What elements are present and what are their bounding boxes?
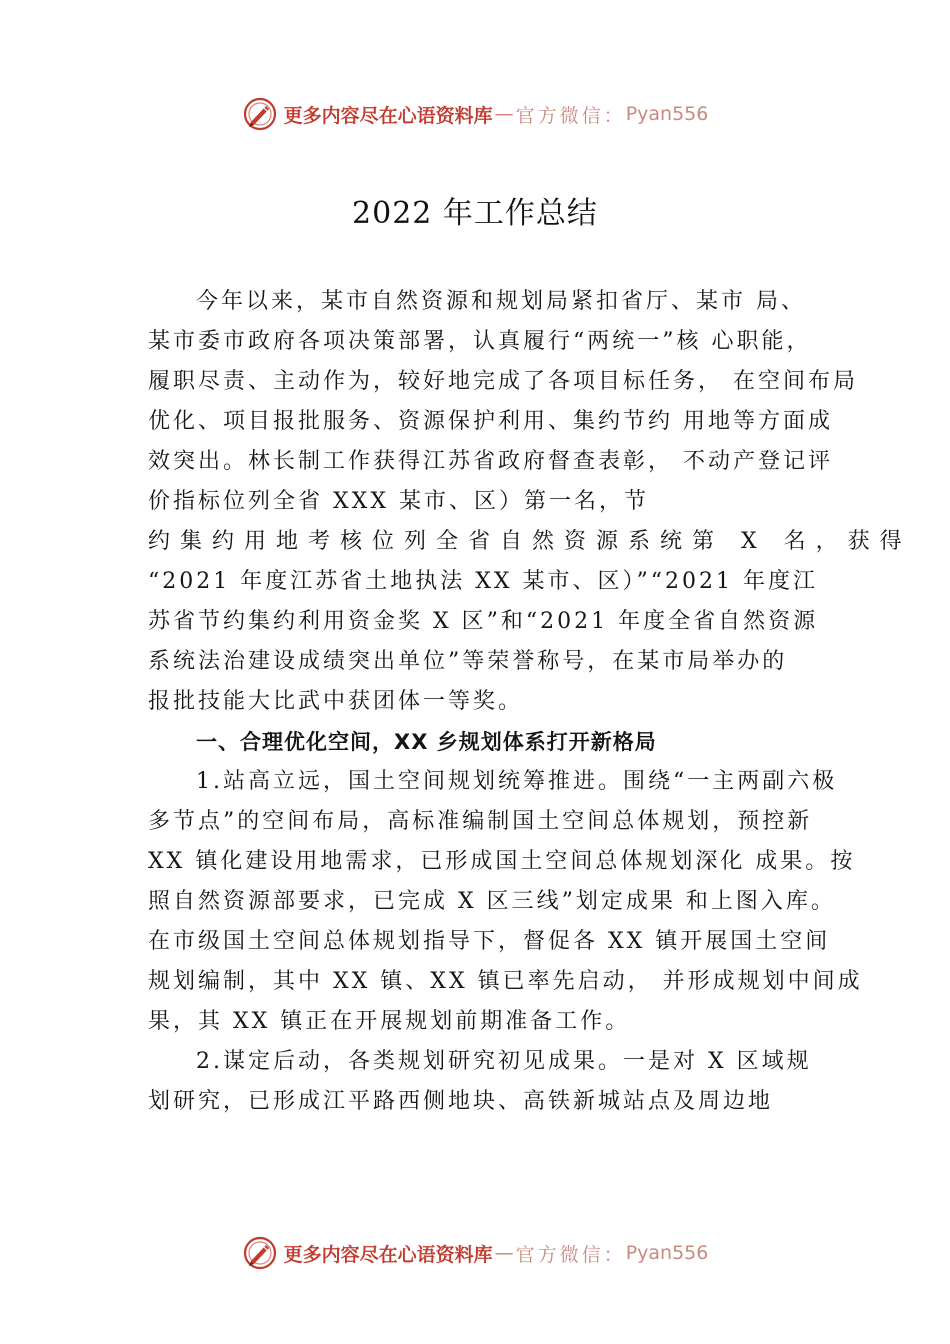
watermark-brand: 更多内容尽在心语资料库 (283, 1243, 493, 1266)
body-line: 2.谋定后动，各类规划研究初见成果。一是对 X 区域规 (196, 1049, 812, 1074)
body-line: 约集约用地考核位列全省自然资源系统第 X 名，获得 (148, 529, 912, 554)
body-line: 多节点”的空间布局，高标准编制国土空间总体规划，预控新 (148, 809, 813, 834)
body-line: 系统法治建设成绩突出单位”等荣誉称号，在某市局举办的 (148, 649, 788, 674)
watermark-separator: — (494, 103, 514, 125)
header-watermark (0, 94, 950, 134)
watermark-label: 官方微信： (515, 104, 626, 127)
watermark-brand: 更多内容尽在心语资料库 (283, 104, 493, 127)
body-line: XX 镇化建设用地需求，已形成国土空间总体规划深化 成果。按 (148, 849, 856, 874)
body-line: 价指标位列全省 XXX 某市、区）第一名，节 (148, 489, 649, 514)
body-line: 优化、项目报批服务、资源保护利用、集约节约 用地等方面成 (148, 409, 833, 434)
document-body (148, 282, 912, 1122)
body-line: 苏省节约集约利用资金奖 X 区”和“2021 年度全省自然资源 (148, 609, 819, 634)
body-line: 履职尽责、主动作为，较好地完成了各项目标任务， 在空间布局 (148, 369, 858, 394)
body-line: 某市委市政府各项决策部署，认真履行“两统一”核 心职能， (148, 329, 812, 354)
body-line: 今年以来，某市自然资源和规划局紧扣省厅、某市 局、 (196, 289, 806, 314)
body-line: 规划编制，其中 XX 镇、XX 镇已率先启动， 并形成规划中间成 (148, 969, 863, 994)
body-line: 报批技能大比武中获团体一等奖。 (148, 689, 524, 714)
footer-watermark (0, 1233, 950, 1273)
watermark-account: Pyan556 (625, 103, 709, 125)
body-line: “2021 年度江苏省土地执法 XX 某市、区）”“2021 年度江 (148, 569, 819, 594)
pen-logo-icon (242, 1235, 278, 1271)
body-line: 果，其 XX 镇正在开展规划前期准备工作。 (148, 1009, 631, 1034)
body-line: 效突出。林长制工作获得江苏省政府督查表彰， 不动产登记评 (148, 449, 833, 474)
document-title: 2022 年工作总结 (352, 196, 598, 231)
watermark-account: Pyan556 (625, 1242, 709, 1264)
watermark-separator: — (494, 1242, 514, 1264)
body-line: 划研究，已形成江平路西侧地块、高铁新城站点及周边地 (148, 1089, 774, 1114)
watermark-label: 官方微信： (515, 1243, 626, 1266)
section-heading: 一、合理优化空间，XX 乡规划体系打开新格局 (196, 730, 657, 754)
body-line: 在市级国土空间总体规划指导下，督促各 XX 镇开展国土空间 (148, 929, 831, 954)
body-line: 1.站高立远，国土空间规划统筹推进。围绕“一主两副六极 (196, 769, 838, 794)
body-line: 照自然资源部要求，已完成 X 区三线”划定成果 和上图入库。 (148, 889, 836, 914)
pen-logo-icon (242, 96, 278, 132)
